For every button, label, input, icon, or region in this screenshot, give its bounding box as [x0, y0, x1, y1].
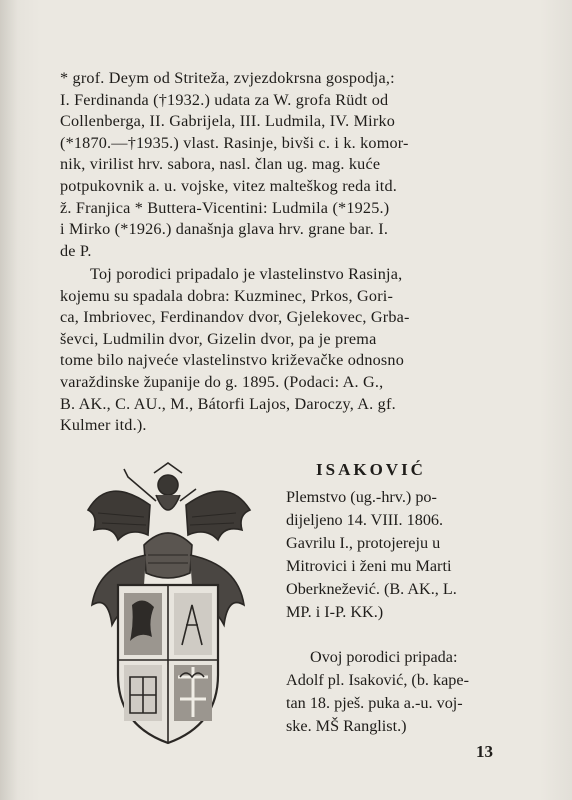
text-line: Collenberga, II. Gabrijela, III. Ludmila, IV. Mirko: [60, 112, 396, 131]
text-line: tan 18. pješ. puka a.-u. voj-: [286, 694, 463, 712]
paragraph-1: [60, 68, 500, 262]
text-line: Toj porodici pripadalo je vlastelinstvo Rasinja,: [90, 265, 403, 283]
right-paragraph-1: [286, 486, 498, 624]
text-line: dijeljeno 14. VIII. 1806.: [286, 511, 444, 529]
text-line: ševci, Ludmilin dvor, Gizelin dvor, pa je prema: [60, 329, 377, 348]
text-line: de P.: [60, 241, 92, 260]
text-line: ca, Imbriovec, Ferdinandov dvor, Gjelekovec, Grba-: [60, 308, 410, 327]
section-heading: ISAKOVIĆ: [316, 460, 426, 479]
text-line: potpukovnik a. u. vojske, vitez malteškog reda itd.: [60, 176, 398, 195]
text-line: ske. MŠ Ranglist.): [286, 717, 407, 735]
text-line: ž. Franjica * Buttera-Vicentini: Ludmila (*1925.): [60, 198, 390, 217]
right-paragraph-2: [286, 646, 498, 738]
text-line: B. AK., C. AU., M., Bátorfi Lajos, Daroczy, A. gf.: [60, 394, 396, 413]
coat-of-arms-crest-icon: [68, 455, 268, 750]
text-line: nik, virilist hrv. sabora, nasl. član ug. mag. kuće: [60, 155, 381, 174]
paragraph-2: [60, 264, 500, 437]
text-line: kojemu su spadala dobra: Kuzminec, Prkos, Gori-: [60, 286, 394, 305]
text-line: Plemstvo (ug.-hrv.) po-: [286, 488, 437, 506]
text-line: Oberknežević. (B. AK., L.: [286, 580, 457, 598]
text-line: (*1870.—†1935.) vlast. Rasinje, bivši c. i k. komor-: [60, 133, 409, 152]
text-line: * grof. Deym od Striteža, zvjezdokrsna gospodja,:: [60, 69, 395, 87]
text-line: Adolf pl. Isaković, (b. kape-: [286, 671, 469, 689]
text-line: MP. i I-P. KK.): [286, 603, 384, 621]
page-number: 13: [476, 742, 493, 761]
text-line: Mitrovici i ženi mu Marti: [286, 557, 452, 575]
text-line: Kulmer itd.).: [60, 416, 147, 435]
text-line: Ovoj porodici pripada:: [310, 648, 458, 666]
text-line: Gavrilu I., protojereju u: [286, 534, 441, 552]
text-line: i Mirko (*1926.) današnja glava hrv. grane bar. I.: [60, 220, 389, 239]
text-line: I. Ferdinanda (†1932.) udata za W. grofa Rüdt od: [60, 90, 389, 109]
text-line: tome bilo najveće vlastelinstvo križevačke odnosno: [60, 351, 404, 370]
text-line: varaždinske županije do g. 1895. (Podaci: A. G.,: [60, 372, 384, 391]
